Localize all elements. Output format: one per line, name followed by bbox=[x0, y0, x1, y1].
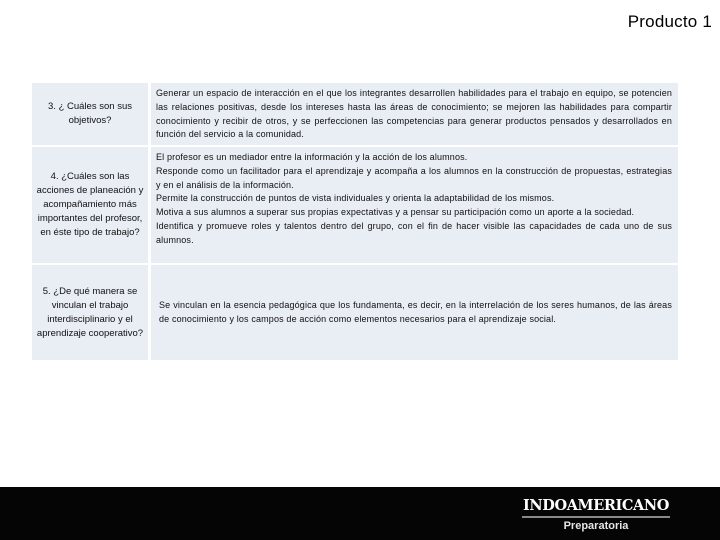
logo-divider bbox=[522, 516, 670, 518]
answer-cell bbox=[151, 147, 678, 263]
answer-text: Identifica y promueve roles y talentos dentro del grupo, con el fin de hacer visible las capacidades de cada uno de sus alumnos. bbox=[156, 220, 672, 245]
page-title: Producto 1 bbox=[627, 12, 712, 31]
answer-text: Permite la construcción de puntos de vista individuales y orienta la adaptabilidad de los mismos. bbox=[156, 193, 555, 204]
answer-text: Se vinculan en la esencia pedagógica que los fundamenta, es decir, en la interrelación de los seres humanos, de las áreas de conocimiento y los campos de acción como elementos necesarios para el aprendizaje social. bbox=[159, 299, 672, 324]
qa-table bbox=[32, 83, 678, 362]
answer-text: Motiva a sus alumnos a superar sus propias expectativas y a pensar su participación como un aporte a la sociedad. bbox=[156, 207, 635, 218]
question-cell: 4. ¿Cuáles son las acciones de planeación y acompañamiento más importantes del profesor, en éste tipo de trabajo? bbox=[32, 147, 148, 263]
qa-row bbox=[32, 83, 678, 145]
answer-text: Responde como un facilitador para el aprendizaje y acompaña a los alumnos en la construcción de propuestas, estrategias y en el análisis de la información. bbox=[156, 165, 672, 190]
brand-subtitle: Preparatoria bbox=[563, 520, 629, 532]
answer-text: El profesor es un mediador entre la información y la acción de los alumnos. bbox=[156, 152, 468, 162]
question-cell: 3. ¿ Cuáles son sus objetivos? bbox=[32, 83, 148, 145]
answer-cell bbox=[151, 265, 678, 360]
answer-text: Generar un espacio de interacción en el que los integrantes desarrollen habilidades para el trabajo en equipo, se potencien las relaciones positivas, desde los intereses hasta las áreas de conocimiento; se mejoren las habilidades para compartir conocimiento y recibir de otros, y se perfeccionen las competencias para generar productos pensados y desarrollados en función del servicio a la comunidad. bbox=[156, 88, 672, 140]
brand-logo bbox=[522, 497, 670, 533]
brand-name: INDOAMERICANO bbox=[523, 497, 669, 514]
qa-row bbox=[32, 147, 678, 263]
question-cell: 5. ¿De qué manera se vinculan el trabajo interdisciplinario y el aprendizaje cooperativo? bbox=[32, 265, 148, 360]
qa-row bbox=[32, 265, 678, 360]
footer-bar bbox=[0, 487, 720, 540]
answer-cell bbox=[151, 83, 678, 145]
